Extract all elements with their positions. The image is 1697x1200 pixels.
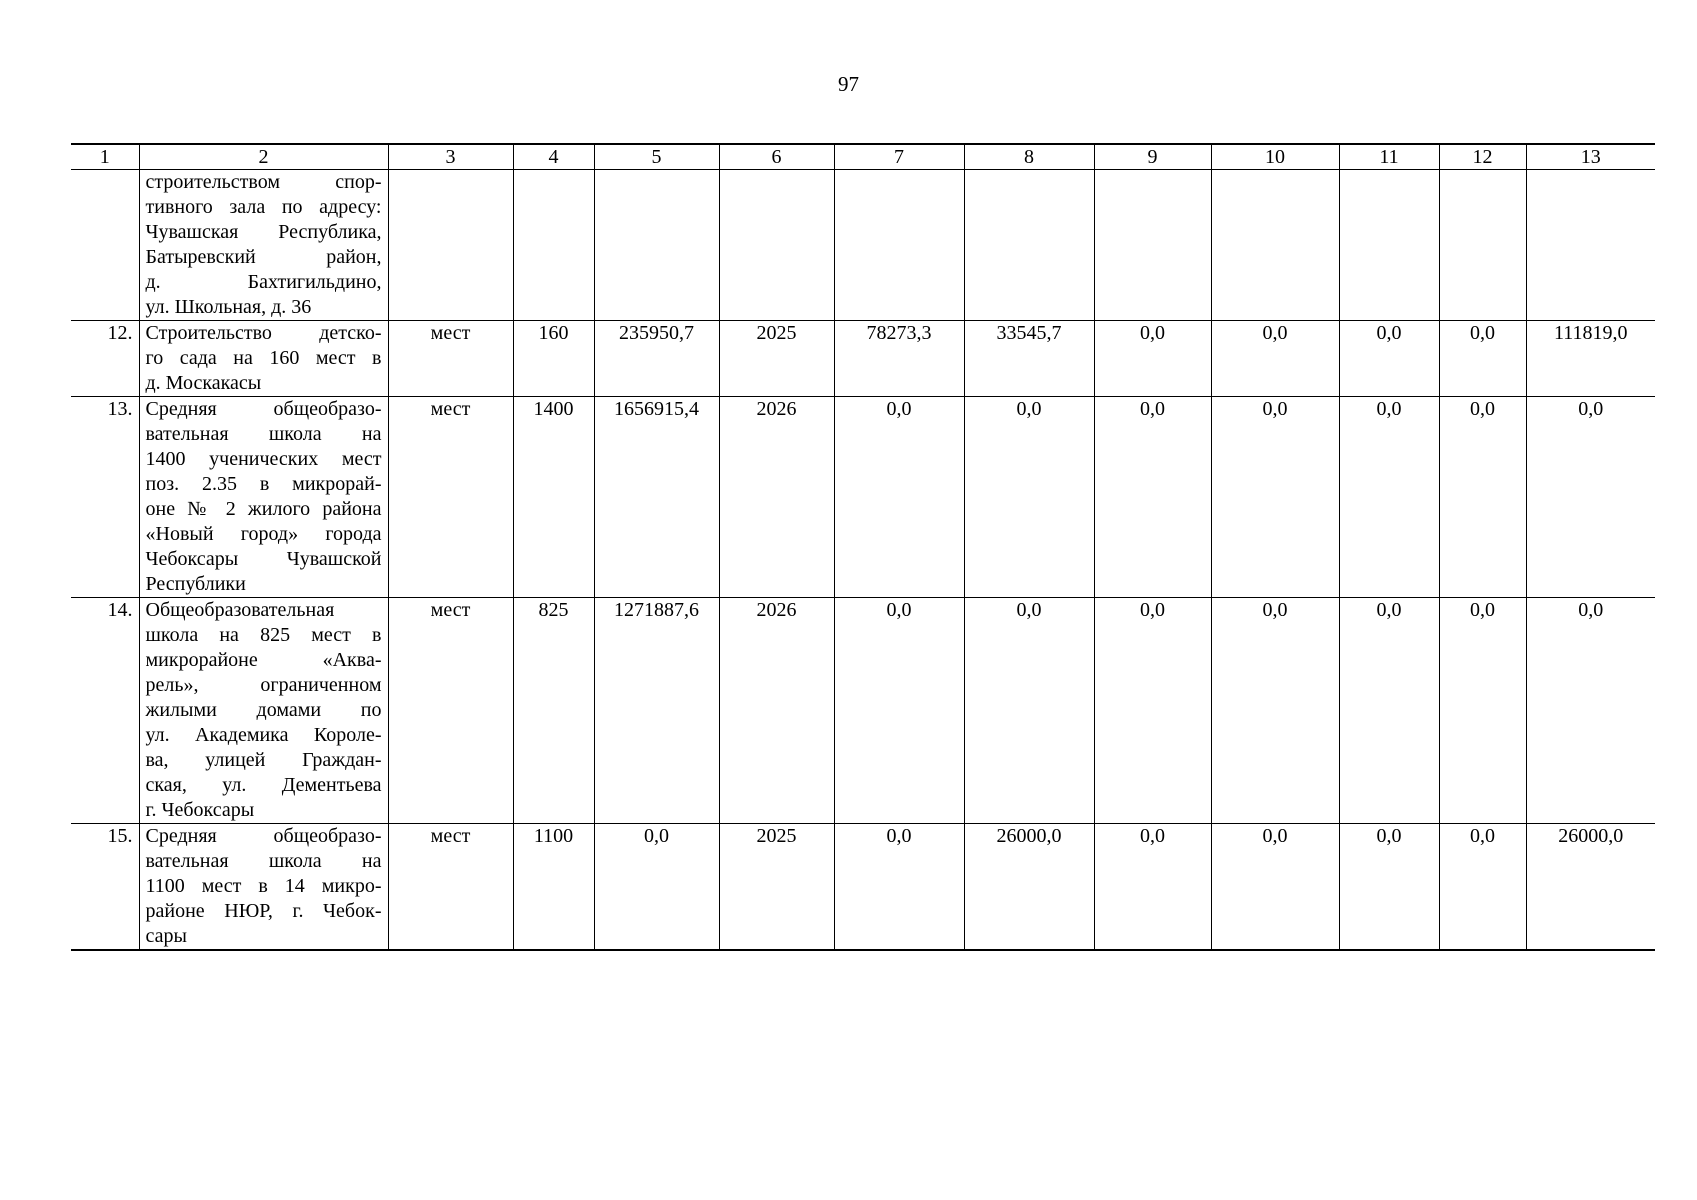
object-name-line: поз. 2.35 в микрорай- (145, 473, 382, 495)
object-name-line: Общеобразовательная (145, 599, 335, 621)
total-cell: 26000,0 (1526, 824, 1655, 951)
value-cell: 0,0 (834, 824, 964, 951)
total-cell: 111819,0 (1526, 321, 1655, 397)
column-header: 6 (719, 144, 834, 170)
value-cell (834, 170, 964, 321)
value-cell (1094, 170, 1211, 321)
object-name-line: Республики (145, 573, 246, 595)
cost-cell: 0,0 (594, 824, 719, 951)
unit-cell: мест (388, 598, 513, 824)
object-name-line: микрорайоне «Аква- (145, 649, 382, 671)
column-header: 8 (964, 144, 1094, 170)
object-name-line: строительством спор- (145, 171, 382, 193)
object-name-line: районе НЮР, г. Чебок- (145, 900, 382, 922)
object-name-cell (139, 824, 388, 951)
table-row (71, 397, 1655, 598)
value-cell: 0,0 (964, 598, 1094, 824)
value-cell: 0,0 (1094, 397, 1211, 598)
column-header: 11 (1339, 144, 1439, 170)
object-name-cell (139, 397, 388, 598)
cost-cell: 235950,7 (594, 321, 719, 397)
object-name-line: Батыревский район, (145, 246, 382, 268)
value-cell: 0,0 (1211, 397, 1339, 598)
year-cell: 2025 (719, 824, 834, 951)
object-name-line: ва, улицей Граждан- (145, 749, 382, 771)
column-header: 10 (1211, 144, 1339, 170)
total-cell: 0,0 (1526, 397, 1655, 598)
table-row (71, 598, 1655, 824)
object-name-line: сары (145, 925, 187, 947)
object-name-line: жилыми домами по (145, 699, 382, 721)
object-name-cell (139, 170, 388, 321)
year-cell: 2025 (719, 321, 834, 397)
object-name-line: Средняя общеобразо- (145, 825, 382, 847)
cost-cell: 1656915,4 (594, 397, 719, 598)
capacity-cell: 160 (513, 321, 594, 397)
value-cell (1439, 170, 1526, 321)
year-cell: 2026 (719, 397, 834, 598)
object-name-cell (139, 598, 388, 824)
column-header: 3 (388, 144, 513, 170)
object-name-line: вательная школа на (145, 423, 382, 445)
column-header: 9 (1094, 144, 1211, 170)
column-header: 4 (513, 144, 594, 170)
table-row (71, 321, 1655, 397)
object-name-cell (139, 321, 388, 397)
object-name-line: д. Бахтигильдино, (145, 271, 382, 293)
object-name-line: школа на 825 мест в (145, 624, 382, 646)
row-number-cell: 14. (71, 598, 139, 824)
value-cell: 0,0 (834, 598, 964, 824)
unit-cell: мест (388, 397, 513, 598)
value-cell (1211, 170, 1339, 321)
value-cell: 0,0 (834, 397, 964, 598)
unit-cell (388, 170, 513, 321)
value-cell: 0,0 (1339, 397, 1439, 598)
year-cell (719, 170, 834, 321)
object-name-line: 1400 ученических мест (145, 448, 382, 470)
header-row (71, 144, 1655, 170)
object-name-line: 1100 мест в 14 микро- (145, 875, 382, 897)
year-cell: 2026 (719, 598, 834, 824)
unit-cell: мест (388, 321, 513, 397)
value-cell: 0,0 (1094, 321, 1211, 397)
data-table (71, 143, 1655, 951)
row-number-cell: 12. (71, 321, 139, 397)
column-header: 13 (1526, 144, 1655, 170)
unit-cell: мест (388, 824, 513, 951)
value-cell: 0,0 (1094, 824, 1211, 951)
object-name-line: ская, ул. Дементьева (145, 774, 382, 796)
column-header: 1 (71, 144, 139, 170)
value-cell: 0,0 (1339, 598, 1439, 824)
capacity-cell: 1400 (513, 397, 594, 598)
object-name-line: «Новый город» города (145, 523, 382, 545)
capacity-cell (513, 170, 594, 321)
total-cell (1526, 170, 1655, 321)
column-header: 2 (139, 144, 388, 170)
object-name-line: вательная школа на (145, 850, 382, 872)
value-cell (1339, 170, 1439, 321)
object-name-line: го сада на 160 мест в (145, 347, 382, 369)
object-name-line: д. Москакасы (145, 372, 262, 394)
column-header: 7 (834, 144, 964, 170)
value-cell: 0,0 (1211, 824, 1339, 951)
row-number-cell: 15. (71, 824, 139, 951)
value-cell: 0,0 (1211, 321, 1339, 397)
total-cell: 0,0 (1526, 598, 1655, 824)
cost-cell: 1271887,6 (594, 598, 719, 824)
capacity-cell: 825 (513, 598, 594, 824)
value-cell: 26000,0 (964, 824, 1094, 951)
value-cell: 78273,3 (834, 321, 964, 397)
object-name-line: ул. Академика Короле- (145, 724, 382, 746)
value-cell: 0,0 (1439, 598, 1526, 824)
object-name-line: ул. Школьная, д. 36 (145, 296, 312, 318)
page-number: 97 (838, 72, 859, 96)
value-cell (964, 170, 1094, 321)
table-row (71, 170, 1655, 321)
row-number-cell (71, 170, 139, 321)
object-name-line: Строительство детско- (145, 322, 382, 344)
object-name-line: г. Чебоксары (145, 799, 255, 821)
value-cell: 0,0 (1094, 598, 1211, 824)
value-cell: 0,0 (1339, 824, 1439, 951)
capacity-cell: 1100 (513, 824, 594, 951)
column-header: 12 (1439, 144, 1526, 170)
value-cell: 0,0 (1439, 824, 1526, 951)
value-cell: 0,0 (1439, 321, 1526, 397)
value-cell: 33545,7 (964, 321, 1094, 397)
object-name-line: Средняя общеобразо- (145, 398, 382, 420)
value-cell: 0,0 (1339, 321, 1439, 397)
table-row (71, 824, 1655, 951)
object-name-line: тивного зала по адресу: (145, 196, 382, 218)
value-cell: 0,0 (1211, 598, 1339, 824)
value-cell: 0,0 (964, 397, 1094, 598)
row-number-cell: 13. (71, 397, 139, 598)
cost-cell (594, 170, 719, 321)
object-name-line: Чувашская Республика, (145, 221, 382, 243)
object-name-line: рель», ограниченном (145, 674, 382, 696)
column-header: 5 (594, 144, 719, 170)
object-name-line: оне № 2 жилого района (145, 498, 382, 520)
object-name-line: Чебоксары Чувашской (145, 548, 382, 570)
value-cell: 0,0 (1439, 397, 1526, 598)
table-body (71, 144, 1655, 950)
